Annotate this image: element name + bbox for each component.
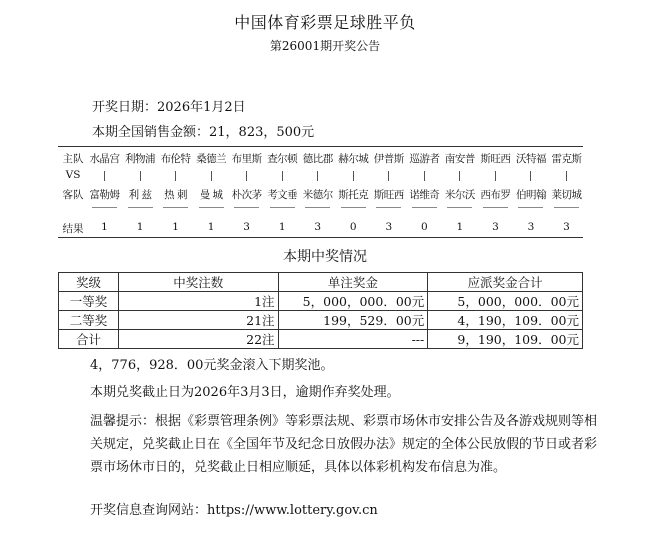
- separator-line: [234, 207, 259, 208]
- match-result: 3: [243, 221, 250, 233]
- match-result: 1: [207, 221, 215, 233]
- prize-table: [58, 272, 583, 349]
- match-column: [514, 147, 547, 237]
- prize-row-second: [59, 311, 583, 330]
- match-column: [408, 147, 441, 237]
- issue-subtitle: 第26001期开奖公告: [269, 39, 381, 53]
- prize-level: 二等奖: [59, 311, 119, 330]
- match-table: [58, 146, 583, 238]
- away-team: 诺维奇: [409, 189, 440, 201]
- match-column: [443, 147, 476, 237]
- match-column: [550, 147, 583, 237]
- home-team: 伊普斯: [373, 153, 404, 165]
- total-prize: 5，000，000．00元: [428, 292, 583, 311]
- away-team: 利 兹: [128, 189, 152, 201]
- home-team: 德比郡: [302, 153, 333, 165]
- match-result: 1: [101, 221, 108, 233]
- separator-line: [518, 207, 543, 208]
- vs-divider: [566, 171, 567, 181]
- home-team: 布伦特: [160, 153, 191, 165]
- away-team: 斯托克: [338, 189, 369, 201]
- deadline-note: 本期兑奖截止日为2026年3月3日，逾期作弃奖处理。: [90, 385, 400, 400]
- match-column: [159, 147, 192, 237]
- separator-line: [554, 207, 579, 208]
- prize-level: 合计: [59, 330, 119, 349]
- home-team: 查尔顿: [267, 153, 298, 165]
- home-team: 利物浦: [125, 153, 156, 165]
- vs-divider: [140, 171, 141, 181]
- vs-divider: [424, 171, 425, 181]
- unit-prize: 5，000，000．00元: [278, 292, 428, 311]
- match-result: 1: [456, 221, 464, 233]
- separator-line: [305, 207, 330, 208]
- prize-row-total: [59, 330, 583, 349]
- match-result: 3: [492, 221, 499, 233]
- vs-divider: [211, 171, 212, 181]
- rollover-note: 4，776，928．00元奖金滚入下期奖池。: [90, 358, 334, 373]
- home-team-label: 主队: [62, 153, 84, 165]
- match-result: 1: [278, 221, 286, 233]
- header-cell: 奖级: [59, 273, 119, 292]
- unit-prize: ---: [278, 330, 428, 349]
- header-cell: 中奖注数: [118, 273, 278, 292]
- separator-line: [483, 207, 508, 208]
- away-team: 伯明翰: [515, 189, 546, 201]
- away-team: 富勒姆: [89, 189, 120, 201]
- match-column: [479, 147, 512, 237]
- vs-divider: [246, 171, 247, 181]
- vs-divider: [388, 171, 389, 181]
- match-column: [266, 147, 299, 237]
- winner-count: 21注: [118, 311, 278, 330]
- match-result: 3: [385, 221, 393, 233]
- separator-line: [163, 207, 188, 208]
- separator-line: [376, 207, 401, 208]
- away-team: 莱切城: [551, 189, 582, 201]
- match-column: [195, 147, 228, 237]
- sales-amount: 本期全国销售金额：21，823，500元: [92, 125, 315, 140]
- separator-line: [270, 207, 295, 208]
- match-result: 3: [527, 221, 535, 233]
- vs-divider: [104, 171, 105, 181]
- home-team: 桑德兰: [196, 153, 227, 165]
- match-column: [230, 147, 263, 237]
- winner-count: 22注: [118, 330, 278, 349]
- away-team-label: 客队: [62, 189, 84, 201]
- separator-line: [412, 207, 437, 208]
- match-column: [88, 147, 121, 237]
- home-team: 雷克斯: [551, 153, 582, 165]
- match-result: 0: [349, 221, 357, 233]
- home-team: 南安普: [444, 153, 475, 165]
- vs-divider: [495, 171, 496, 181]
- match-result: 1: [136, 221, 144, 233]
- away-team: 考文垂: [267, 189, 298, 201]
- vs-divider: [459, 171, 460, 181]
- result-label: 结果: [62, 223, 84, 235]
- prize-section-title: 本期中奖情况: [283, 249, 367, 265]
- home-team: 赫尔城: [338, 153, 369, 165]
- match-result: 0: [421, 221, 428, 233]
- match-column: [124, 147, 157, 237]
- away-team: 西布罗: [480, 189, 511, 201]
- prize-row-first: [59, 292, 583, 311]
- away-team: 米德尔: [302, 189, 333, 201]
- match-result: 1: [172, 221, 179, 233]
- separator-line: [199, 207, 224, 208]
- away-team: 热 刺: [164, 189, 187, 201]
- separator-line: [92, 207, 117, 208]
- match-column: [301, 147, 334, 237]
- match-column: [372, 147, 405, 237]
- header-cell: 应派奖金合计: [428, 273, 583, 292]
- home-team: 布里斯: [231, 153, 262, 165]
- home-team: 斯旺西: [480, 153, 511, 165]
- vs-divider: [530, 171, 531, 181]
- away-team: 朴次茅: [231, 189, 262, 201]
- reminder-notice: 温馨提示：根据《彩票管理条例》等彩票法规、彩票市场休市安排公告及各游戏规则等相关规定，兑奖截止日在《全国年节及纪念日放假办法》规定的全体公民放假的节日或者彩票市场休市日的，兑奖截止日相应顺延，具体以体彩机构发布信息为准。: [90, 414, 598, 475]
- home-team: 水晶宫: [89, 153, 120, 165]
- separator-line: [341, 207, 366, 208]
- vs-divider: [175, 171, 176, 181]
- total-prize: 4，190，109．00元: [428, 311, 583, 330]
- header-cell: 单注奖金: [278, 273, 428, 292]
- total-prize: 9，190，109．00元: [428, 330, 583, 349]
- draw-date: 开奖日期：2026年1月2日: [92, 100, 246, 115]
- vs-divider: [282, 171, 283, 181]
- home-team: 巡游者: [409, 153, 440, 165]
- separator-line: [447, 207, 472, 208]
- unit-prize: 199，529．00元: [278, 311, 428, 330]
- prize-header-row: [59, 273, 583, 292]
- match-result: 3: [563, 221, 570, 233]
- home-team: 沃特福: [515, 153, 546, 165]
- vs-divider: [317, 171, 318, 181]
- match-column: [337, 147, 370, 237]
- match-result: 3: [314, 221, 322, 233]
- away-team: 米尔沃: [444, 189, 475, 201]
- page-title: 中国体育彩票足球胜平负: [234, 13, 416, 32]
- vs-divider: [353, 171, 354, 181]
- away-team: 曼 城: [199, 189, 223, 201]
- away-team: 斯旺西: [373, 189, 404, 201]
- match-columns: [88, 147, 583, 237]
- winner-count: 1注: [118, 292, 278, 311]
- prize-level: 一等奖: [59, 292, 119, 311]
- vs-label: VS: [65, 169, 81, 181]
- website-info: 开奖信息查询网站：https://www.lottery.gov.cn: [90, 503, 378, 518]
- separator-line: [128, 207, 153, 208]
